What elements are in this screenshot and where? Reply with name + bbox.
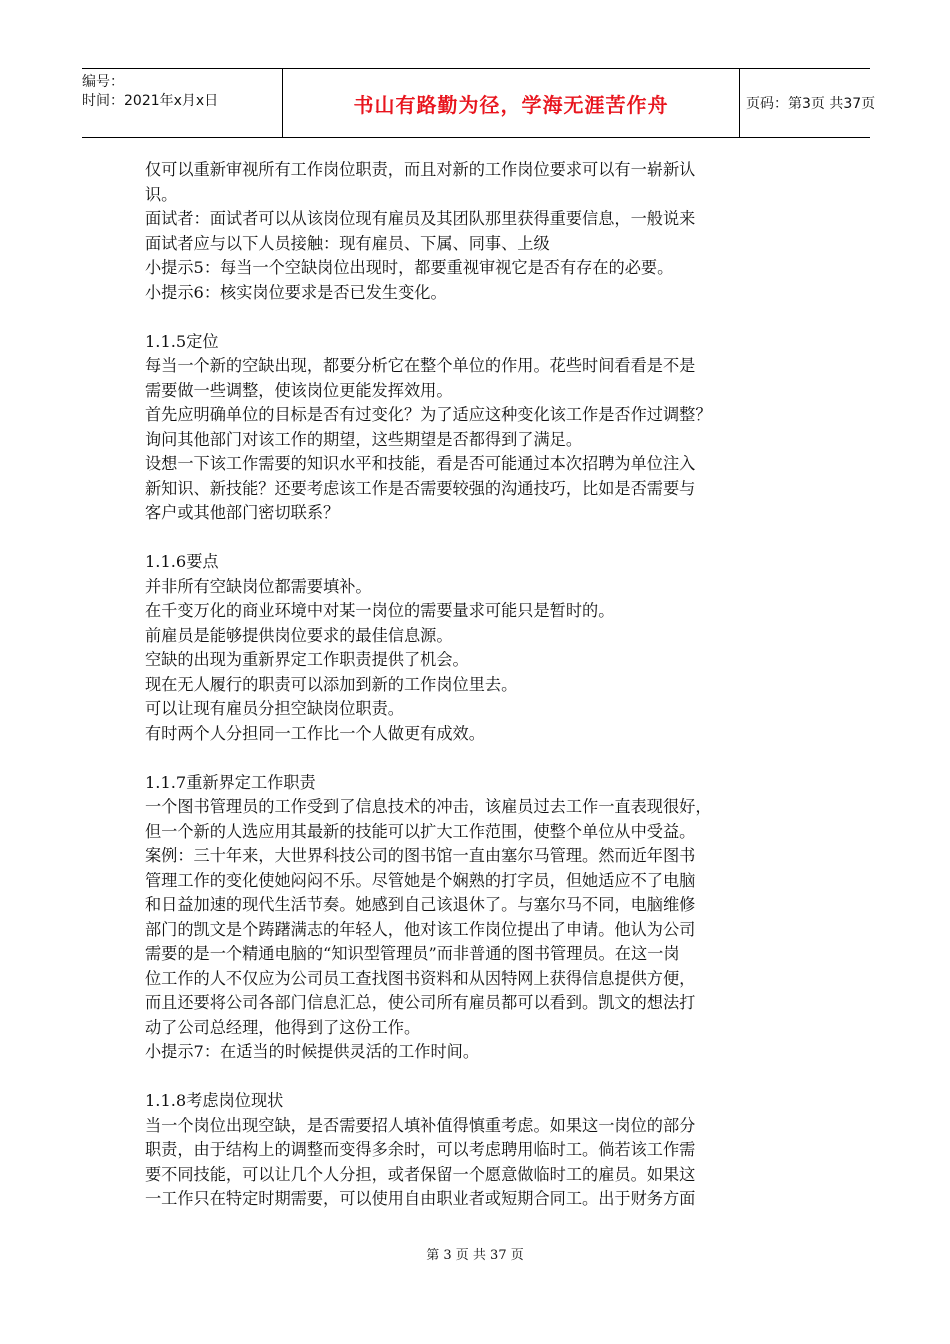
paragraph-gap bbox=[145, 526, 815, 551]
text-line: 小提示6：核实岗位要求是否已发生变化。 bbox=[145, 282, 447, 302]
text-line: 在千变万化的商业环境中对某一岗位的需要量求可能只是暂时的。 bbox=[145, 601, 615, 620]
text-line: 要不同技能，可以让几个人分担，或者保留一个愿意做临时工的雇员。如果这 bbox=[145, 1164, 696, 1184]
text-line: 小提示5：每当一个空缺岗位出现时，都要重视审视它是否有存在的必要。 bbox=[145, 258, 674, 277]
text-line: 现在无人履行的职责可以添加到新的工作岗位里去。 bbox=[145, 674, 518, 694]
text-line: 可以让现有雇员分担空缺岗位职责。 bbox=[145, 699, 404, 718]
text-line: 当一个岗位出现空缺，是否需要招人填补值得慎重考虑。如果这一岗位的部分 bbox=[145, 1115, 696, 1135]
text-line: 面试者：面试者可以从该岗位现有雇员及其团队那里获得重要信息，一般说来 bbox=[145, 209, 696, 228]
text-line: 需要做一些调整，使该岗位更能发挥效用。 bbox=[145, 380, 453, 400]
text-line: 客户或其他部门密切联系？ bbox=[145, 503, 340, 522]
text-line: 1.1.6要点 bbox=[145, 552, 219, 571]
text-line: 有时两个人分担同一工作比一个人做更有成效。 bbox=[145, 723, 485, 743]
page-header bbox=[82, 68, 876, 138]
page-info: 页码：第3页 共37页 bbox=[746, 96, 876, 112]
page-footer: 第 3 页 共 37 页 bbox=[426, 1248, 524, 1263]
header-meta bbox=[82, 69, 282, 137]
text-line: 小提示7：在适当的时候提供灵活的工作时间。 bbox=[145, 1042, 480, 1061]
header-motto-cell bbox=[282, 69, 740, 137]
motto-text: 书山有路勤为径，学海无涯苦作舟 bbox=[353, 92, 669, 117]
text-line: 询问其他部门对该工作的期望，这些期望是否都得到了满足。 bbox=[145, 429, 583, 449]
text-line: 并非所有空缺岗位都需要填补。 bbox=[145, 576, 372, 596]
text-line: 职责，由于结构上的调整而变得多余时，可以考虑聘用临时工。倘若该工作需 bbox=[145, 1140, 696, 1159]
text-line: 一工作只在特定时期需要，可以使用自由职业者或短期合同工。出于财务方面 bbox=[145, 1189, 696, 1208]
text-line: 和日益加速的现代生活节奏。她感到自己该退休了。与塞尔马不同，电脑维修 bbox=[145, 895, 696, 914]
text-line: 但一个新的人选应用其最新的技能可以扩大工作范围，使整个单位从中受益。 bbox=[145, 821, 696, 841]
text-line: 1.1.8考虑岗位现状 bbox=[145, 1091, 284, 1110]
text-line: 部门的凯文是个踌躇满志的年轻人，他对该工作岗位提出了申请。他认为公司 bbox=[145, 919, 696, 939]
text-line: 新知识、新技能？还要考虑该工作是否需要较强的沟通技巧，比如是否需要与 bbox=[145, 478, 696, 498]
text-line: 1.1.7重新界定工作职责 bbox=[145, 772, 316, 792]
text-line: 管理工作的变化使她闷闷不乐。尽管她是个娴熟的打字员，但她适应不了电脑 bbox=[145, 870, 696, 890]
text-line: 识。 bbox=[145, 184, 178, 204]
text-line: 动了公司总经理，他得到了这份工作。 bbox=[145, 1017, 421, 1037]
text-line: 案例：三十年来，大世界科技公司的图书馆一直由塞尔马管理。然而近年图书 bbox=[145, 846, 696, 865]
text-line: 位工作的人不仅应为公司员工查找图书资料和从因特网上获得信息提供方便， bbox=[145, 968, 696, 988]
number-label: 编号： bbox=[82, 74, 124, 90]
text-line: 而且还要将公司各部门信息汇总，使公司所有雇员都可以看到。凯文的想法打 bbox=[145, 993, 696, 1012]
paragraph-gap bbox=[145, 305, 815, 330]
text-line: 需要的是一个精通电脑的“知识型管理员”而非普通的图书管理员。在这一岗 bbox=[145, 944, 680, 963]
paragraph-gap bbox=[145, 746, 815, 771]
text-line: 首先应明确单位的目标是否有过变化？为了适应这种变化该工作是否作过调整？ bbox=[145, 405, 712, 424]
text-line: 空缺的出现为重新界定工作职责提供了机会。 bbox=[145, 650, 469, 669]
text-line: 面试者应与以下人员接触：现有雇员、下属、同事、上级 bbox=[145, 233, 550, 253]
text-line: 每当一个新的空缺出现，都要分析它在整个单位的作用。花些时间看看是不是 bbox=[145, 356, 696, 375]
text-line: 一个图书管理员的工作受到了信息技术的冲击，该雇员过去工作一直表现很好， bbox=[145, 797, 712, 816]
document-body bbox=[145, 158, 815, 1212]
text-line: 设想一下该工作需要的知识水平和技能，看是否可能通过本次招聘为单位注入 bbox=[145, 454, 696, 473]
text-line: 前雇员是能够提供岗位要求的最佳信息源。 bbox=[145, 625, 453, 645]
text-line: 1.1.5定位 bbox=[145, 331, 219, 351]
time-label: 时间：2021年x月x日 bbox=[82, 93, 219, 109]
text-line: 仅可以重新审视所有工作岗位职责，而且对新的工作岗位要求可以有一崭新认 bbox=[145, 160, 696, 179]
paragraph-gap bbox=[145, 1065, 815, 1090]
